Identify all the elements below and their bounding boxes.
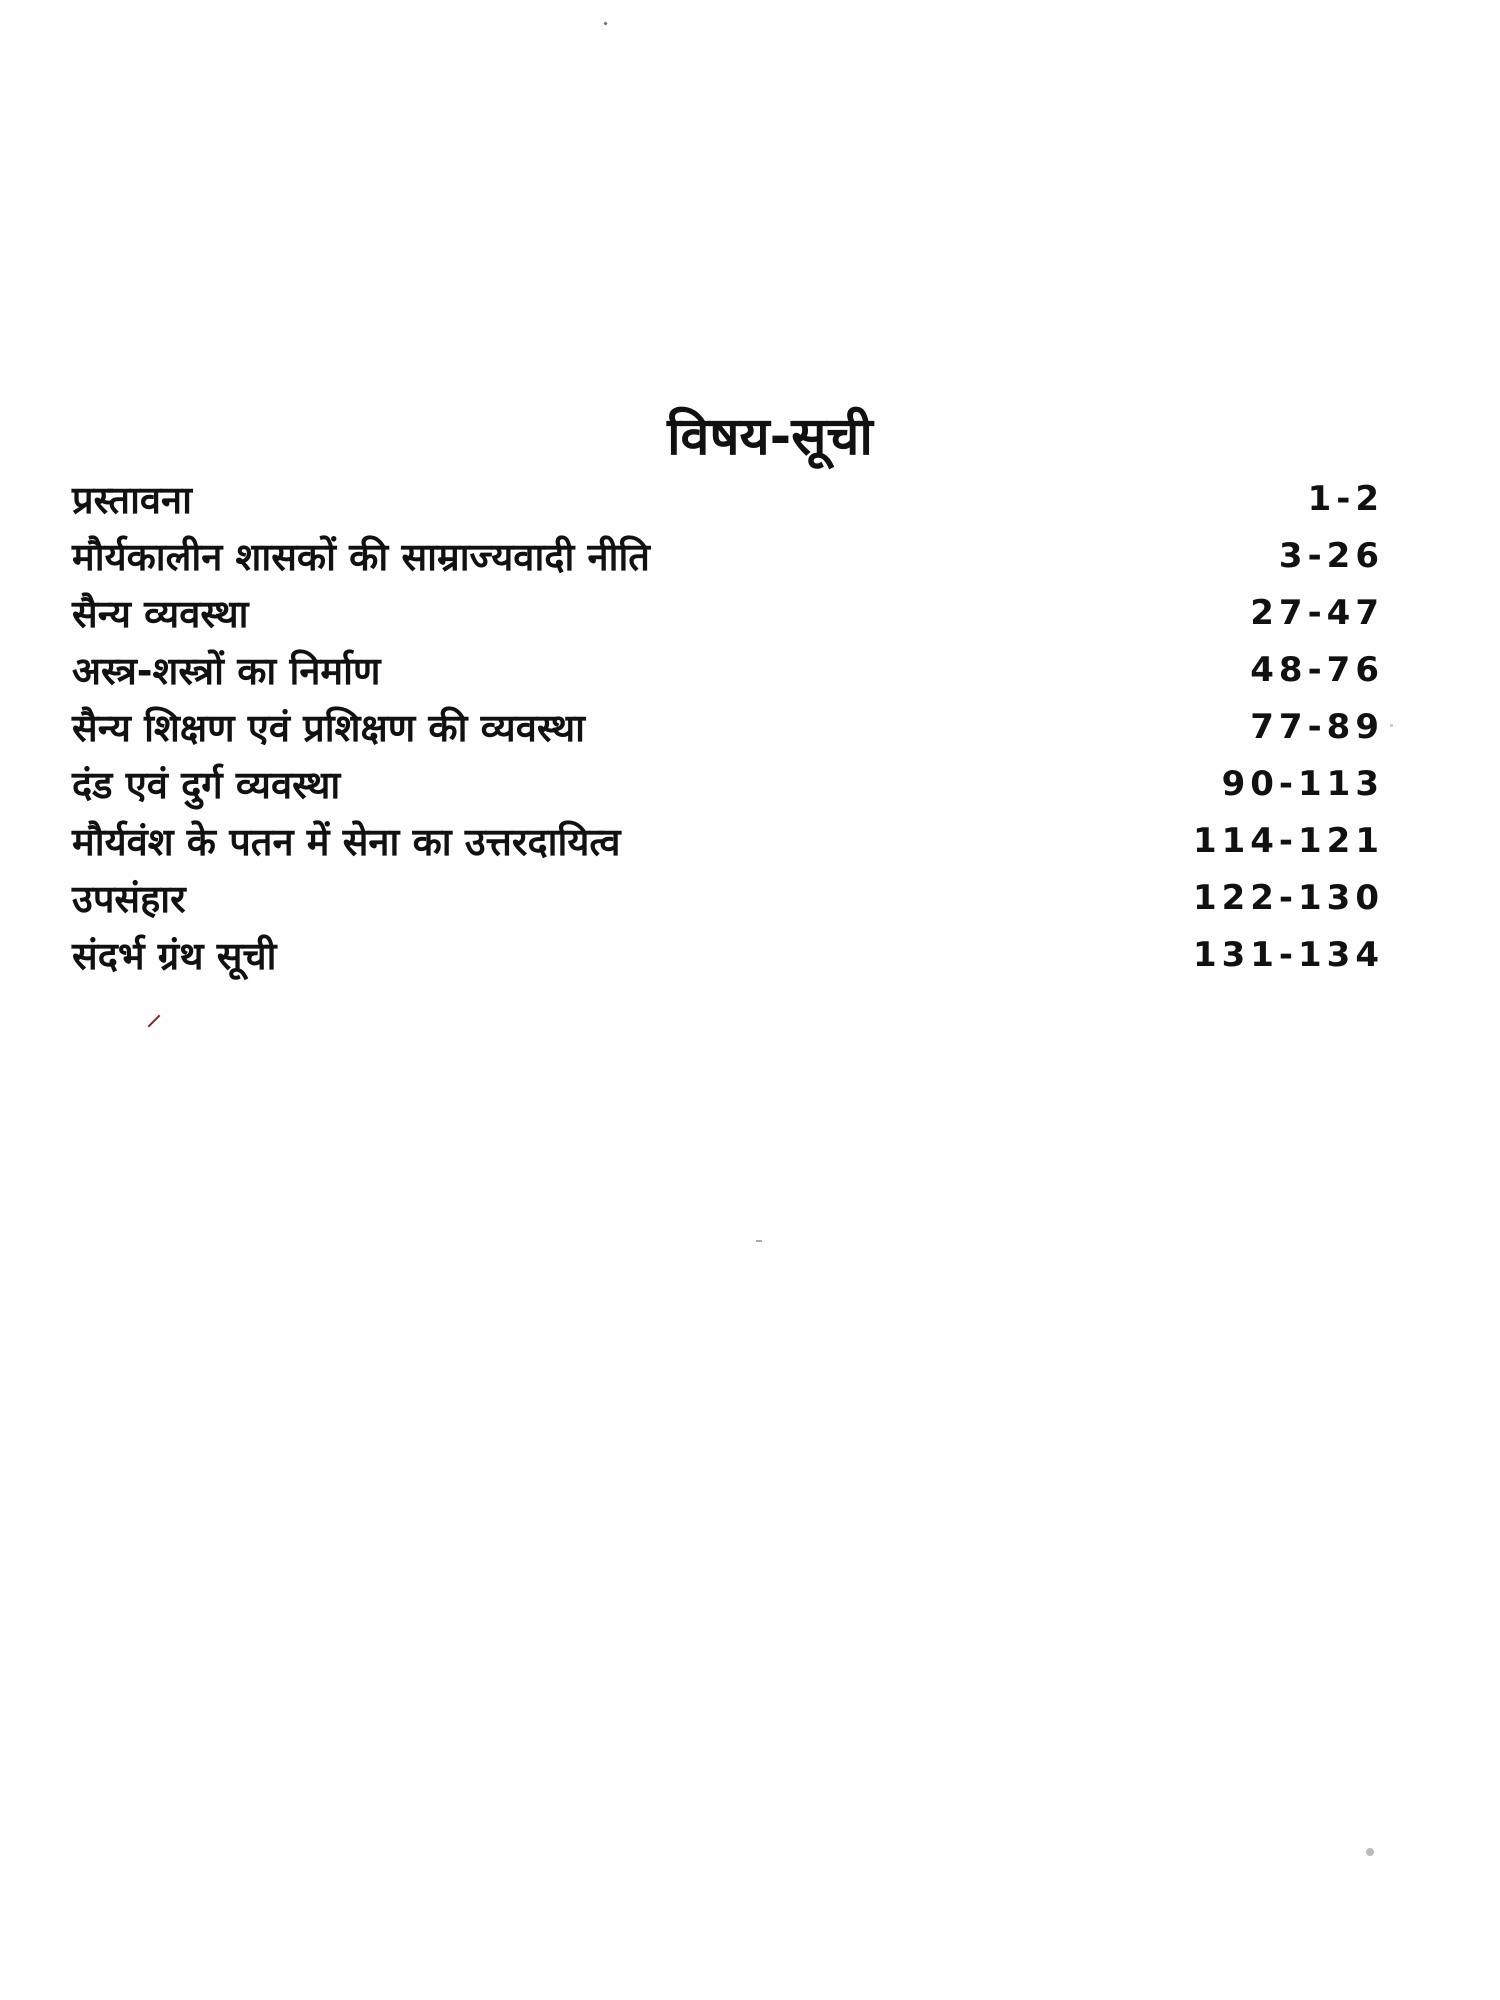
toc-title: विषय-सूची bbox=[667, 407, 873, 467]
toc-list bbox=[72, 470, 1384, 983]
toc-entry-label: अस्त्र-शस्त्रों का निर्माण bbox=[72, 648, 381, 693]
toc-entry-label: सैन्य शिक्षण एवं प्रशिक्षण की व्यवस्था bbox=[72, 705, 585, 750]
toc-entry-label: सैन्य व्यवस्था bbox=[72, 591, 249, 636]
toc-entry bbox=[72, 698, 1384, 755]
toc-entry bbox=[72, 527, 1384, 584]
toc-entry-pages: 122-130 bbox=[1192, 877, 1384, 918]
toc-entry-label: प्रस्तावना bbox=[72, 477, 192, 522]
toc-entry-label: दंड एवं दुर्ग व्यवस्था bbox=[72, 762, 341, 807]
toc-entry-pages: 131-134 bbox=[1192, 934, 1384, 975]
pen-mark bbox=[148, 1015, 161, 1028]
toc-entry-pages: 1-2 bbox=[1307, 478, 1384, 519]
toc-entry-pages: 3-26 bbox=[1278, 535, 1384, 576]
toc-entry-pages: 48-76 bbox=[1250, 649, 1384, 690]
toc-entry-label: संदर्भ ग्रंथ सूची bbox=[72, 933, 277, 978]
scan-speck bbox=[603, 21, 607, 25]
toc-entry-pages: 90-113 bbox=[1221, 763, 1384, 804]
toc-entry-pages: 114-121 bbox=[1192, 820, 1384, 861]
toc-entry-label: मौर्यवंश के पतन में सेना का उत्तरदायित्व bbox=[72, 819, 621, 864]
toc-entry-pages: 27-47 bbox=[1250, 592, 1384, 633]
toc-entry-label: मौर्यकालीन शासकों की साम्राज्यवादी नीति bbox=[72, 534, 650, 579]
toc-entry bbox=[72, 470, 1384, 527]
toc-entry bbox=[72, 641, 1384, 698]
scan-speck bbox=[756, 1240, 762, 1242]
toc-entry-label: उपसंहार bbox=[72, 876, 186, 921]
scan-speck bbox=[1366, 1848, 1374, 1856]
toc-entry bbox=[72, 584, 1384, 641]
toc-entry bbox=[72, 812, 1384, 869]
toc-entry bbox=[72, 869, 1384, 926]
toc-entry bbox=[72, 755, 1384, 812]
toc-entry bbox=[72, 926, 1384, 983]
scan-speck bbox=[1390, 724, 1393, 727]
toc-entry-pages: 77-89 bbox=[1250, 706, 1384, 747]
